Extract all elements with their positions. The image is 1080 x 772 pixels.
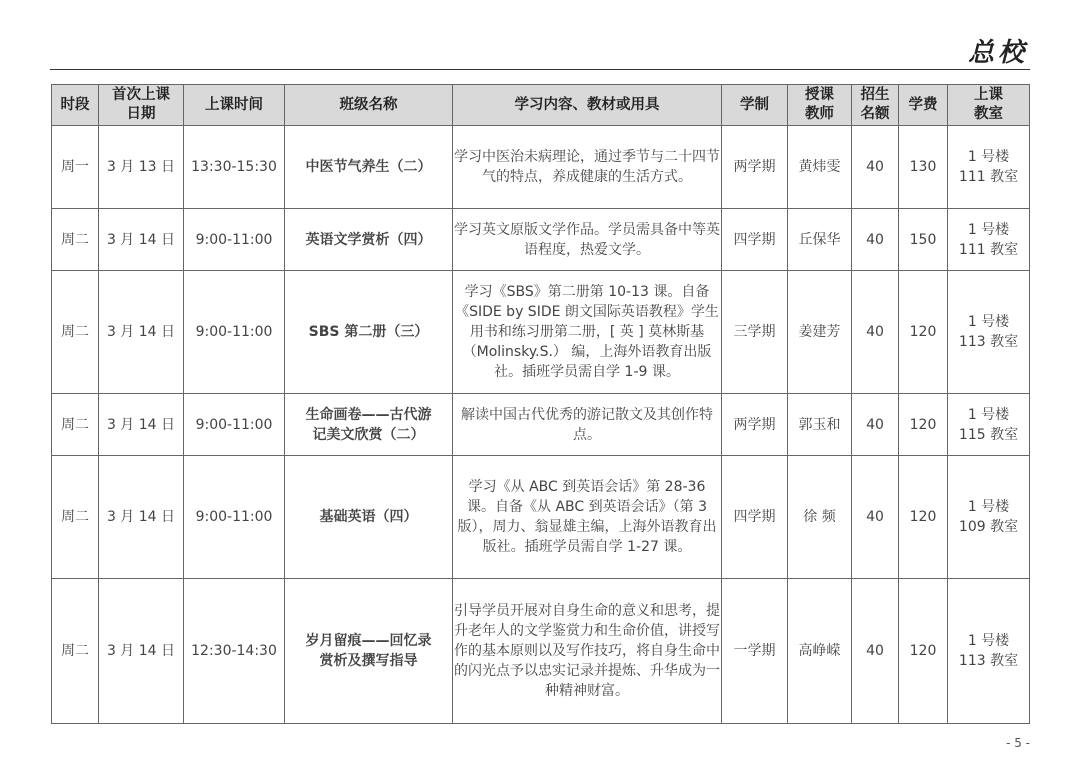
cell-date: 3 月 14 日 [99, 456, 184, 579]
header-rule [50, 69, 1030, 70]
cell-room: 1 号楼 113 教室 [948, 579, 1030, 724]
cell-date: 3 月 14 日 [99, 394, 184, 456]
cell-fee: 120 [899, 271, 948, 394]
col-teacher: 授课 教师 [788, 85, 852, 126]
cell-quota: 40 [852, 126, 899, 209]
table-row [52, 579, 1030, 724]
table-row [52, 126, 1030, 209]
cell-room: 1 号楼 109 教室 [948, 456, 1030, 579]
table-row [52, 209, 1030, 271]
cell-period: 周二 [52, 456, 99, 579]
cell-class-name: 英语文学赏析（四） [285, 209, 453, 271]
cell-date: 3 月 13 日 [99, 126, 184, 209]
cell-content: 学习英文原版文学作品。学员需具备中等英语程度，热爱文学。 [453, 209, 722, 271]
cell-class-name: SBS 第二册（三） [285, 271, 453, 394]
cell-teacher: 丘保华 [788, 209, 852, 271]
cell-quota: 40 [852, 394, 899, 456]
cell-time: 9:00-11:00 [184, 209, 285, 271]
cell-period: 周二 [52, 209, 99, 271]
cell-room: 1 号楼 113 教室 [948, 271, 1030, 394]
cell-term: 三学期 [722, 271, 788, 394]
table-header-row [52, 85, 1030, 126]
cell-content: 学习中医治未病理论，通过季节与二十四节气的特点，养成健康的生活方式。 [453, 126, 722, 209]
cell-time: 9:00-11:00 [184, 456, 285, 579]
cell-fee: 150 [899, 209, 948, 271]
cell-class-name: 基础英语（四） [285, 456, 453, 579]
cell-time: 9:00-11:00 [184, 271, 285, 394]
cell-term: 两学期 [722, 126, 788, 209]
cell-class-name: 中医节气养生（二） [285, 126, 453, 209]
cell-teacher: 徐 频 [788, 456, 852, 579]
cell-content: 学习《SBS》第二册第 10-13 课。自备《SIDE by SIDE 朗文国际英语教程》学生用书和练习册第二册，[ 英 ] 莫林斯基（Molinsky.S.） 编，上海外语教育出版社。插班学员需自学 1-9 课。 [453, 271, 722, 394]
cell-time: 12:30-14:30 [184, 579, 285, 724]
cell-fee: 120 [899, 394, 948, 456]
cell-room: 1 号楼 111 教室 [948, 209, 1030, 271]
cell-period: 周一 [52, 126, 99, 209]
cell-class-name: 生命画卷——古代游 记美文欣赏（二） [285, 394, 453, 456]
cell-teacher: 高峥嵘 [788, 579, 852, 724]
cell-term: 一学期 [722, 579, 788, 724]
cell-term: 两学期 [722, 394, 788, 456]
cell-fee: 130 [899, 126, 948, 209]
col-fee: 学费 [899, 85, 948, 126]
col-room: 上课 教室 [948, 85, 1030, 126]
cell-teacher: 黄炜雯 [788, 126, 852, 209]
cell-date: 3 月 14 日 [99, 271, 184, 394]
cell-content: 学习《从 ABC 到英语会话》第 28-36 课。自备《从 ABC 到英语会话》（第 3 版），周力、翁显雄主编，上海外语教育出版社。插班学员需自学 1-27 课。 [453, 456, 722, 579]
cell-teacher: 姜建芳 [788, 271, 852, 394]
cell-time: 9:00-11:00 [184, 394, 285, 456]
table-row [52, 271, 1030, 394]
col-content: 学习内容、教材或用具 [453, 85, 722, 126]
brand-title: 总校 [967, 38, 1028, 68]
cell-room: 1 号楼 111 教室 [948, 126, 1030, 209]
cell-quota: 40 [852, 456, 899, 579]
cell-quota: 40 [852, 209, 899, 271]
cell-date: 3 月 14 日 [99, 209, 184, 271]
cell-quota: 40 [852, 271, 899, 394]
cell-teacher: 郭玉和 [788, 394, 852, 456]
cell-period: 周二 [52, 394, 99, 456]
col-first-date: 首次上课 日期 [99, 85, 184, 126]
page-number: - 5 - [1006, 736, 1030, 750]
cell-content: 解读中国古代优秀的游记散文及其创作特点。 [453, 394, 722, 456]
course-schedule-table [51, 84, 1030, 724]
cell-content: 引导学员开展对自身生命的意义和思考，提升老年人的文学鉴赏力和生命价值，讲授写作的基本原则以及写作技巧，将自身生命中的闪光点予以忠实记录并提炼、升华成为一种精神财富。 [453, 579, 722, 724]
col-term: 学制 [722, 85, 788, 126]
cell-period: 周二 [52, 579, 99, 724]
cell-term: 四学期 [722, 209, 788, 271]
table-row [52, 394, 1030, 456]
cell-quota: 40 [852, 579, 899, 724]
col-period: 时段 [52, 85, 99, 126]
cell-room: 1 号楼 115 教室 [948, 394, 1030, 456]
cell-fee: 120 [899, 456, 948, 579]
cell-date: 3 月 14 日 [99, 579, 184, 724]
cell-period: 周二 [52, 271, 99, 394]
table-row [52, 456, 1030, 579]
cell-term: 四学期 [722, 456, 788, 579]
col-class-name: 班级名称 [285, 85, 453, 126]
col-time: 上课时间 [184, 85, 285, 126]
col-quota: 招生 名额 [852, 85, 899, 126]
cell-time: 13:30-15:30 [184, 126, 285, 209]
cell-fee: 120 [899, 579, 948, 724]
cell-class-name: 岁月留痕——回忆录 赏析及撰写指导 [285, 579, 453, 724]
